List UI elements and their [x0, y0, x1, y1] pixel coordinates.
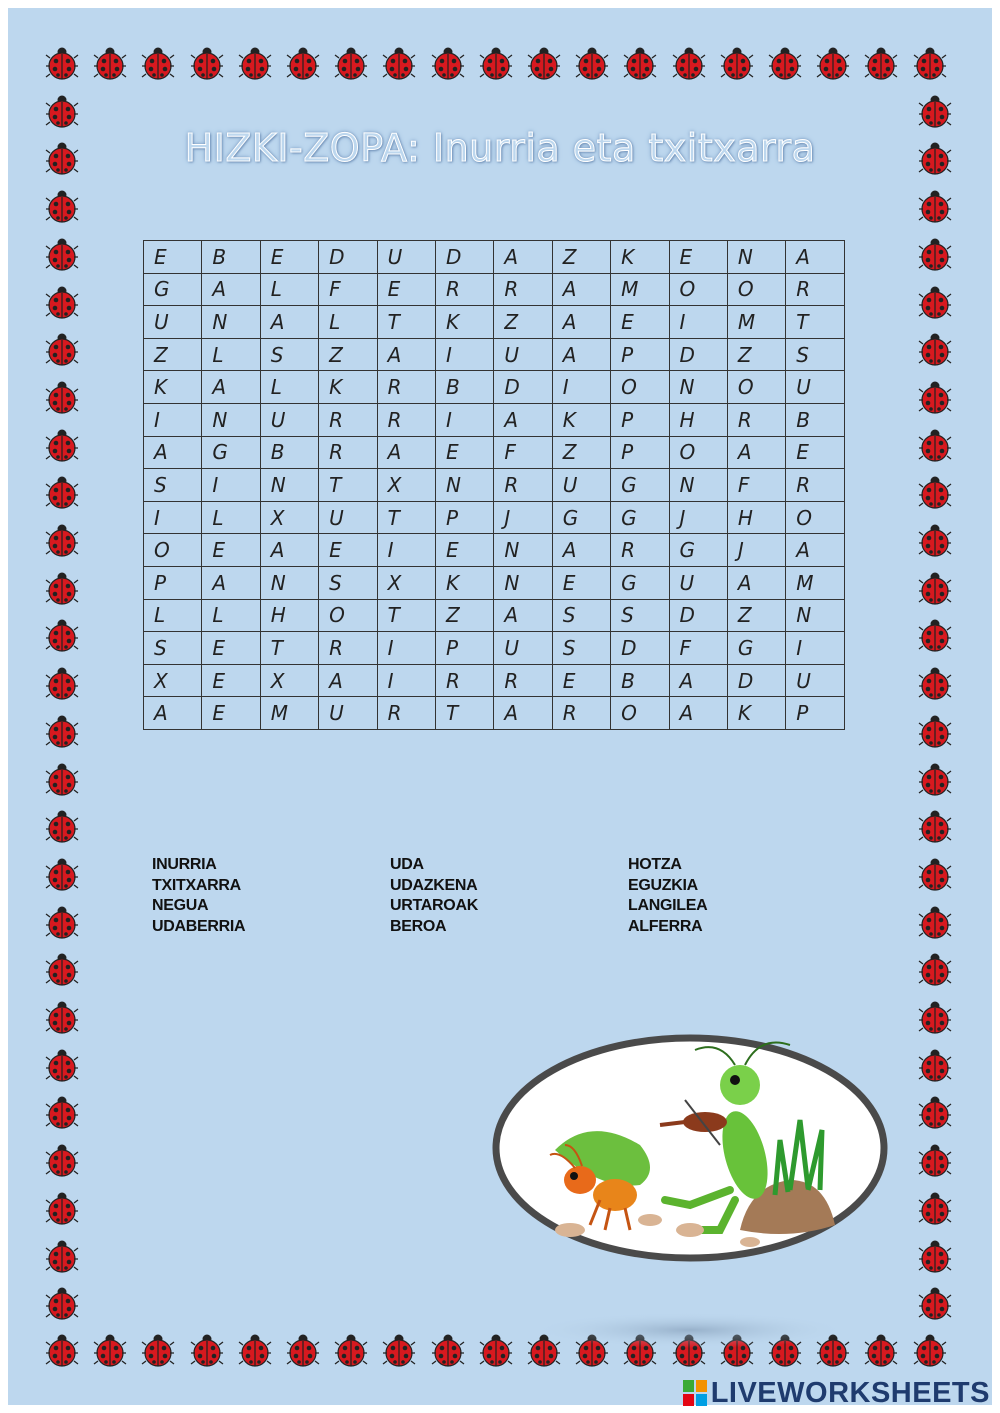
- ladybug-icon: [918, 475, 952, 509]
- grid-cell[interactable]: Z: [494, 306, 552, 339]
- ladybug-icon: [623, 46, 657, 80]
- grid-cell[interactable]: A: [494, 403, 552, 436]
- grid-cell[interactable]: L: [202, 501, 260, 534]
- ladybug-icon: [286, 46, 320, 80]
- grid-cell[interactable]: S: [144, 469, 202, 502]
- grid-cell[interactable]: X: [377, 469, 435, 502]
- grid-cell[interactable]: K: [435, 566, 493, 599]
- ladybug-icon: [918, 332, 952, 366]
- grid-cell[interactable]: I: [377, 664, 435, 697]
- grid-cell[interactable]: N: [260, 566, 318, 599]
- ladybug-icon: [45, 571, 79, 605]
- grid-cell[interactable]: T: [377, 599, 435, 632]
- ladybug-icon: [45, 46, 79, 80]
- grid-cell[interactable]: B: [611, 664, 669, 697]
- grid-cell[interactable]: R: [319, 403, 377, 436]
- word-item: URTAROAK: [390, 897, 478, 914]
- grid-row: [144, 403, 845, 436]
- ladybug-icon: [93, 46, 127, 80]
- ladybug-icon: [190, 1333, 224, 1367]
- grid-cell[interactable]: D: [494, 371, 552, 404]
- grid-cell[interactable]: P: [786, 697, 844, 730]
- grid-cell[interactable]: F: [727, 469, 785, 502]
- liveworksheets-logo-icon: [683, 1380, 707, 1406]
- grid-row: [144, 436, 845, 469]
- grid-cell[interactable]: A: [552, 338, 610, 371]
- grid-cell[interactable]: O: [727, 371, 785, 404]
- grid-cell[interactable]: N: [786, 599, 844, 632]
- grid-cell[interactable]: U: [786, 664, 844, 697]
- grid-cell[interactable]: S: [552, 599, 610, 632]
- grid-row: [144, 664, 845, 697]
- grid-cell[interactable]: E: [202, 632, 260, 665]
- grid-cell[interactable]: U: [494, 338, 552, 371]
- grid-cell[interactable]: F: [669, 632, 727, 665]
- grid-cell[interactable]: X: [260, 664, 318, 697]
- grid-cell[interactable]: H: [727, 501, 785, 534]
- grid-cell[interactable]: H: [669, 403, 727, 436]
- ladybug-icon: [45, 714, 79, 748]
- grid-cell[interactable]: F: [319, 273, 377, 306]
- ladybug-icon: [45, 1048, 79, 1082]
- grid-cell[interactable]: I: [377, 534, 435, 567]
- grid-cell[interactable]: E: [552, 664, 610, 697]
- grid-cell[interactable]: M: [260, 697, 318, 730]
- grid-cell[interactable]: E: [669, 241, 727, 274]
- grid-cell[interactable]: O: [144, 534, 202, 567]
- grid-cell[interactable]: O: [669, 436, 727, 469]
- ladybug-icon: [918, 237, 952, 271]
- grid-cell[interactable]: U: [260, 403, 318, 436]
- ladybug-icon: [918, 94, 952, 128]
- ladybug-icon: [768, 46, 802, 80]
- grid-cell[interactable]: A: [494, 241, 552, 274]
- grid-row: [144, 371, 845, 404]
- grid-cell[interactable]: O: [669, 273, 727, 306]
- grid-cell[interactable]: P: [611, 338, 669, 371]
- liveworksheets-logo: [683, 1378, 990, 1408]
- grid-cell[interactable]: P: [611, 436, 669, 469]
- ladybug-icon: [45, 905, 79, 939]
- grid-cell[interactable]: E: [611, 306, 669, 339]
- grid-cell[interactable]: B: [260, 436, 318, 469]
- ladybug-icon: [238, 46, 272, 80]
- grid-cell[interactable]: K: [552, 403, 610, 436]
- grid-cell[interactable]: A: [552, 534, 610, 567]
- grid-cell[interactable]: Z: [727, 338, 785, 371]
- grid-cell[interactable]: A: [202, 371, 260, 404]
- word-item: HOTZA: [628, 856, 682, 873]
- ladybug-icon: [527, 46, 561, 80]
- ladybug-icon: [45, 1000, 79, 1034]
- grid-cell[interactable]: A: [202, 273, 260, 306]
- grid-cell[interactable]: X: [144, 664, 202, 697]
- grid-cell[interactable]: L: [260, 371, 318, 404]
- ladybug-icon: [45, 189, 79, 223]
- grid-cell[interactable]: Z: [319, 338, 377, 371]
- ladybug-icon: [45, 952, 79, 986]
- grid-cell[interactable]: A: [377, 338, 435, 371]
- grid-cell[interactable]: N: [669, 371, 727, 404]
- grid-cell[interactable]: A: [494, 599, 552, 632]
- grid-cell[interactable]: A: [669, 664, 727, 697]
- grid-cell[interactable]: A: [727, 566, 785, 599]
- grid-cell[interactable]: X: [260, 501, 318, 534]
- ladybug-icon: [382, 46, 416, 80]
- ladybug-icon: [918, 762, 952, 796]
- grid-cell[interactable]: E: [202, 697, 260, 730]
- grid-cell[interactable]: U: [319, 697, 377, 730]
- ladybug-icon: [45, 1095, 79, 1129]
- ladybug-icon: [334, 46, 368, 80]
- grid-cell[interactable]: D: [319, 241, 377, 274]
- grid-cell[interactable]: I: [786, 632, 844, 665]
- ladybug-icon: [913, 46, 947, 80]
- word-item: ALFERRA: [628, 917, 703, 935]
- grid-cell[interactable]: S: [144, 632, 202, 665]
- grid-cell[interactable]: R: [435, 273, 493, 306]
- grid-cell[interactable]: L: [144, 599, 202, 632]
- ladybug-icon: [45, 1191, 79, 1225]
- ladybug-icon: [479, 46, 513, 80]
- grid-cell[interactable]: J: [669, 501, 727, 534]
- grid-cell[interactable]: T: [377, 501, 435, 534]
- grid-cell[interactable]: E: [260, 241, 318, 274]
- grid-cell[interactable]: A: [144, 436, 202, 469]
- grid-cell[interactable]: L: [319, 306, 377, 339]
- ladybug-icon: [918, 666, 952, 700]
- word-item: INURRIA: [152, 856, 217, 873]
- illustration-shadow: [530, 1310, 850, 1350]
- grid-cell[interactable]: R: [319, 436, 377, 469]
- grid-cell[interactable]: I: [144, 403, 202, 436]
- ladybug-icon: [918, 618, 952, 652]
- grid-row: [144, 697, 845, 730]
- grid-cell[interactable]: R: [377, 403, 435, 436]
- grid-cell[interactable]: E: [202, 664, 260, 697]
- ladybug-icon: [382, 1333, 416, 1367]
- ladybug-icon: [45, 380, 79, 414]
- grid-row: [144, 501, 845, 534]
- grid-cell[interactable]: A: [377, 436, 435, 469]
- grid-cell[interactable]: Z: [144, 338, 202, 371]
- ladybug-icon: [672, 46, 706, 80]
- ladybug-icon: [918, 714, 952, 748]
- ladybug-icon: [334, 1333, 368, 1367]
- grid-cell[interactable]: P: [435, 501, 493, 534]
- word-item: TXITXARRA: [152, 876, 241, 894]
- ladybug-icon: [918, 1143, 952, 1177]
- ladybug-icon: [864, 1333, 898, 1367]
- ladybug-icon: [45, 94, 79, 128]
- grid-cell[interactable]: S: [319, 566, 377, 599]
- grid-cell[interactable]: O: [727, 273, 785, 306]
- grid-cell[interactable]: L: [260, 273, 318, 306]
- grid-cell[interactable]: S: [611, 599, 669, 632]
- grid-cell[interactable]: S: [260, 338, 318, 371]
- ladybug-icon: [45, 618, 79, 652]
- grid-cell[interactable]: A: [552, 273, 610, 306]
- grid-cell[interactable]: E: [435, 436, 493, 469]
- grid-cell[interactable]: U: [786, 371, 844, 404]
- grid-cell[interactable]: D: [611, 632, 669, 665]
- ladybug-icon: [238, 1333, 272, 1367]
- ladybug-icon: [45, 666, 79, 700]
- word-item: LANGILEA: [628, 897, 708, 914]
- word-list-column-3: [628, 855, 707, 937]
- ladybug-icon: [45, 332, 79, 366]
- grid-cell[interactable]: Z: [727, 599, 785, 632]
- grid-cell[interactable]: G: [611, 501, 669, 534]
- brand-text: LIVEWORKSHEETS: [710, 1376, 990, 1409]
- grid-cell[interactable]: U: [377, 241, 435, 274]
- grid-row: [144, 338, 845, 371]
- ladybug-icon: [918, 1095, 952, 1129]
- grid-cell[interactable]: R: [494, 273, 552, 306]
- ladybug-icon: [864, 46, 898, 80]
- ladybug-icon: [918, 857, 952, 891]
- grid-cell[interactable]: N: [727, 241, 785, 274]
- ladybug-icon: [45, 1286, 79, 1320]
- grid-cell[interactable]: R: [727, 403, 785, 436]
- grid-cell[interactable]: R: [552, 697, 610, 730]
- grid-cell[interactable]: D: [727, 664, 785, 697]
- grid-cell[interactable]: E: [786, 436, 844, 469]
- grid-cell[interactable]: A: [552, 306, 610, 339]
- grid-cell[interactable]: A: [260, 306, 318, 339]
- grid-cell[interactable]: S: [786, 338, 844, 371]
- ladybug-icon: [918, 809, 952, 843]
- grid-cell[interactable]: G: [144, 273, 202, 306]
- word-search-grid: [143, 240, 845, 730]
- ladybug-icon: [918, 380, 952, 414]
- grid-row: [144, 534, 845, 567]
- grid-row: [144, 469, 845, 502]
- word-item: BEROA: [390, 917, 447, 935]
- grid-cell[interactable]: K: [144, 371, 202, 404]
- ladybug-icon: [918, 189, 952, 223]
- grid-cell[interactable]: I: [435, 338, 493, 371]
- ladybug-icon: [816, 46, 850, 80]
- grid-cell[interactable]: R: [494, 469, 552, 502]
- grid-row: [144, 632, 845, 665]
- grid-cell[interactable]: G: [611, 566, 669, 599]
- ladybug-icon: [918, 1286, 952, 1320]
- page-title: HIZKI-ZOPA: Inurria eta txitxarra: [184, 126, 816, 170]
- ladybug-icon: [141, 1333, 175, 1367]
- grid-cell[interactable]: N: [202, 306, 260, 339]
- grid-row: [144, 273, 845, 306]
- grid-cell[interactable]: E: [377, 273, 435, 306]
- grid-cell[interactable]: U: [144, 306, 202, 339]
- grid-cell[interactable]: B: [786, 403, 844, 436]
- grid-cell[interactable]: U: [669, 566, 727, 599]
- grid-cell[interactable]: T: [786, 306, 844, 339]
- ladybug-icon: [141, 46, 175, 80]
- grid-cell[interactable]: M: [786, 566, 844, 599]
- grid-cell[interactable]: N: [435, 469, 493, 502]
- ladybug-icon: [918, 428, 952, 462]
- grid-cell[interactable]: Z: [435, 599, 493, 632]
- grid-cell[interactable]: D: [669, 599, 727, 632]
- ladybug-icon: [918, 1191, 952, 1225]
- ladybug-icon: [918, 571, 952, 605]
- grid-cell[interactable]: J: [727, 534, 785, 567]
- ladybug-icon: [720, 46, 754, 80]
- grid-cell[interactable]: O: [786, 501, 844, 534]
- ladybug-icon: [45, 428, 79, 462]
- grid-cell[interactable]: N: [260, 469, 318, 502]
- grid-cell[interactable]: R: [494, 664, 552, 697]
- ladybug-icon: [479, 1333, 513, 1367]
- grid-cell[interactable]: A: [319, 664, 377, 697]
- grid-cell[interactable]: P: [435, 632, 493, 665]
- ladybug-icon: [45, 523, 79, 557]
- grid-cell[interactable]: R: [377, 371, 435, 404]
- grid-cell[interactable]: E: [552, 566, 610, 599]
- ladybug-icon: [918, 1048, 952, 1082]
- grid-cell[interactable]: M: [727, 306, 785, 339]
- ladybug-icon: [286, 1333, 320, 1367]
- grid-cell[interactable]: G: [202, 436, 260, 469]
- grid-cell[interactable]: R: [319, 632, 377, 665]
- grid-cell[interactable]: E: [319, 534, 377, 567]
- grid-cell[interactable]: K: [435, 306, 493, 339]
- grid-cell[interactable]: F: [494, 436, 552, 469]
- grid-cell[interactable]: A: [669, 697, 727, 730]
- grid-cell[interactable]: R: [377, 697, 435, 730]
- grid-row: [144, 566, 845, 599]
- ladybug-icon: [918, 523, 952, 557]
- grid-cell[interactable]: K: [611, 241, 669, 274]
- ladybug-icon: [93, 1333, 127, 1367]
- grid-cell[interactable]: I: [202, 469, 260, 502]
- grid-cell[interactable]: D: [435, 241, 493, 274]
- ladybug-icon: [918, 1000, 952, 1034]
- grid-cell[interactable]: T: [319, 469, 377, 502]
- ladybug-icon: [45, 1333, 79, 1367]
- word-item: EGUZKIA: [628, 876, 698, 894]
- grid-cell[interactable]: N: [494, 534, 552, 567]
- word-list-column-1: [152, 855, 245, 937]
- grid-row: [144, 599, 845, 632]
- grid-cell[interactable]: U: [552, 469, 610, 502]
- ladybug-icon: [918, 952, 952, 986]
- grid-cell[interactable]: T: [435, 697, 493, 730]
- grid-cell[interactable]: P: [144, 566, 202, 599]
- grid-cell[interactable]: M: [611, 273, 669, 306]
- grid-cell[interactable]: K: [727, 697, 785, 730]
- grid-cell[interactable]: A: [202, 566, 260, 599]
- ladybug-icon: [918, 905, 952, 939]
- grid-cell[interactable]: N: [494, 566, 552, 599]
- grid-cell[interactable]: L: [202, 599, 260, 632]
- word-item: UDABERRIA: [152, 917, 246, 935]
- grid-cell[interactable]: X: [377, 566, 435, 599]
- grid-cell[interactable]: Z: [552, 436, 610, 469]
- word-item: UDAZKENA: [390, 876, 478, 894]
- grid-cell[interactable]: O: [319, 599, 377, 632]
- ladybug-icon: [913, 1333, 947, 1367]
- ladybug-icon: [575, 46, 609, 80]
- ladybug-icon: [45, 1143, 79, 1177]
- grid-cell[interactable]: E: [144, 241, 202, 274]
- grid-cell[interactable]: S: [552, 632, 610, 665]
- grid-cell[interactable]: E: [435, 534, 493, 567]
- grid-cell[interactable]: A: [494, 697, 552, 730]
- grid-cell[interactable]: I: [144, 501, 202, 534]
- grid-cell[interactable]: R: [435, 664, 493, 697]
- grid-cell[interactable]: H: [260, 599, 318, 632]
- grid-cell[interactable]: T: [377, 306, 435, 339]
- ladybug-icon: [45, 237, 79, 271]
- ladybug-icon: [45, 1239, 79, 1273]
- grid-cell[interactable]: A: [786, 534, 844, 567]
- grid-cell[interactable]: N: [669, 469, 727, 502]
- word-item: UDA: [390, 856, 424, 873]
- grid-cell[interactable]: G: [727, 632, 785, 665]
- ladybug-icon: [45, 762, 79, 796]
- ladybug-icon: [45, 285, 79, 319]
- grid-cell[interactable]: U: [319, 501, 377, 534]
- grid-cell[interactable]: A: [727, 436, 785, 469]
- grid-cell[interactable]: I: [552, 371, 610, 404]
- grid-cell[interactable]: A: [144, 697, 202, 730]
- ladybug-icon: [918, 1239, 952, 1273]
- ladybug-icon: [918, 285, 952, 319]
- grid-cell[interactable]: B: [435, 371, 493, 404]
- grid-cell[interactable]: N: [202, 403, 260, 436]
- grid-cell[interactable]: T: [260, 632, 318, 665]
- grid-cell[interactable]: O: [611, 371, 669, 404]
- word-item: NEGUA: [152, 897, 209, 914]
- ladybug-icon: [431, 46, 465, 80]
- ant-grasshopper-illustration: [490, 1030, 890, 1270]
- grid-cell[interactable]: I: [669, 306, 727, 339]
- grid-row: [144, 241, 845, 274]
- grid-cell[interactable]: G: [669, 534, 727, 567]
- grid-cell[interactable]: I: [435, 403, 493, 436]
- grid-cell[interactable]: K: [319, 371, 377, 404]
- grid-cell[interactable]: U: [494, 632, 552, 665]
- grid-cell[interactable]: L: [202, 338, 260, 371]
- grid-cell[interactable]: Z: [552, 241, 610, 274]
- grid-cell[interactable]: O: [611, 697, 669, 730]
- ladybug-icon: [431, 1333, 465, 1367]
- grid-cell[interactable]: I: [377, 632, 435, 665]
- grid-cell[interactable]: D: [669, 338, 727, 371]
- grid-cell[interactable]: P: [611, 403, 669, 436]
- ladybug-icon: [45, 857, 79, 891]
- ladybug-icon: [190, 46, 224, 80]
- grid-cell[interactable]: J: [494, 501, 552, 534]
- grid-cell[interactable]: E: [202, 534, 260, 567]
- grid-cell[interactable]: A: [260, 534, 318, 567]
- grid-row: [144, 306, 845, 339]
- word-list-column-2: [390, 855, 478, 937]
- grid-cell[interactable]: G: [611, 469, 669, 502]
- grid-cell[interactable]: B: [202, 241, 260, 274]
- grid-cell[interactable]: R: [786, 469, 844, 502]
- grid-cell[interactable]: R: [611, 534, 669, 567]
- ladybug-icon: [45, 475, 79, 509]
- grid-cell[interactable]: R: [786, 273, 844, 306]
- grid-cell[interactable]: G: [552, 501, 610, 534]
- grid-cell[interactable]: A: [786, 241, 844, 274]
- ladybug-icon: [45, 809, 79, 843]
